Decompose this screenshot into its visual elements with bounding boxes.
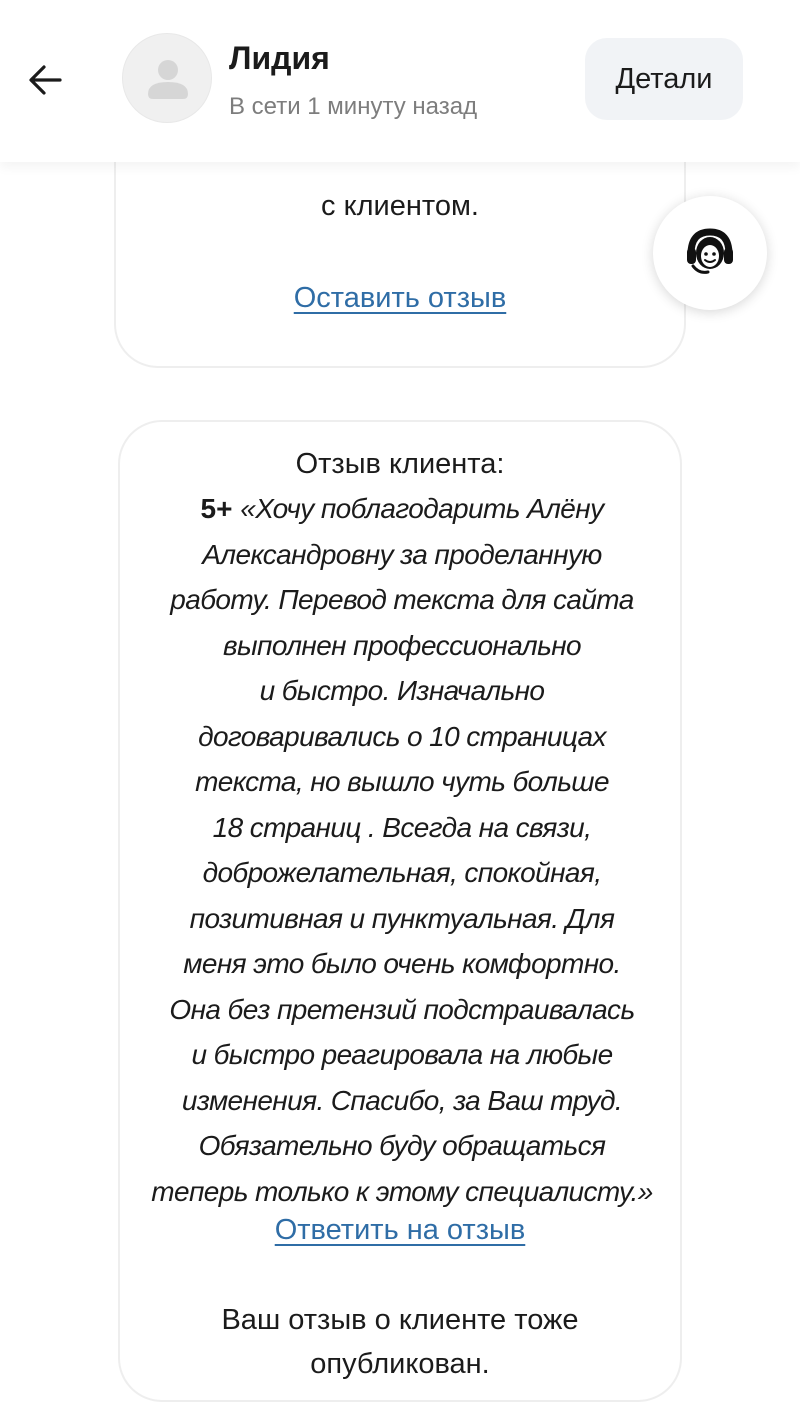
support-button[interactable] — [653, 196, 767, 310]
review-quote-line: 18 страниц . Всегда на связи, — [212, 811, 592, 843]
review-quote-line: доброжелательная, спокойная, — [202, 857, 602, 888]
review-quote-line: Обязательно буду обращаться — [198, 1130, 606, 1161]
note-line: опубликован. — [310, 1348, 490, 1380]
review-quote-line: выполнен профессионально — [223, 629, 581, 661]
review-title: Отзыв клиента: — [295, 448, 505, 480]
reply-to-review-link[interactable]: Ответить на отзыв — [274, 1214, 526, 1246]
review-quote-line: текста, но вышло чуть больше — [195, 766, 609, 797]
review-quote-line: «Хочу поблагодарить Алёну — [240, 493, 604, 524]
review-quote-line: и быстро реагировала на любые — [191, 1039, 613, 1070]
review-quote-line: Александровну за проделанную — [202, 538, 602, 570]
arrow-left-icon — [22, 56, 70, 104]
message-text — [116, 184, 684, 228]
message-line: с клиентом. — [321, 190, 479, 222]
avatar[interactable] — [122, 33, 212, 123]
note-line: Ваш отзыв о клиенте тоже — [221, 1304, 579, 1336]
review-rating: 5+ — [200, 493, 233, 524]
online-status: В сети 1 минуту назад — [229, 93, 478, 120]
details-button[interactable]: Детали — [585, 38, 743, 120]
review-published-note — [120, 1298, 680, 1386]
user-placeholder-icon — [123, 34, 213, 124]
review-text — [138, 486, 666, 1214]
review-line — [138, 486, 666, 532]
review-quote-line: теперь только к этому специалисту.» — [151, 1175, 653, 1207]
review-quote-line: меня это было очень комфортно. — [183, 948, 621, 979]
review-quote-line: работу. Перевод текста для сайта — [170, 584, 634, 615]
chat-header — [0, 0, 800, 162]
review-quote-line: и быстро. Изначально — [259, 675, 545, 706]
review-quote-line: Она без претензий подстраивалась — [169, 993, 635, 1025]
back-button[interactable] — [22, 56, 70, 104]
review-quote-line: договаривались о 10 страницах — [198, 720, 606, 752]
support-agent-icon — [653, 196, 767, 310]
review-quote-line: изменения. Спасибо, за Ваш труд. — [181, 1084, 623, 1116]
leave-review-link[interactable]: Оставить отзыв — [293, 282, 507, 314]
contact-name: Лидия — [229, 40, 330, 76]
review-quote-line: позитивная и пунктуальная. Для — [189, 902, 615, 934]
review-message-bubble — [118, 420, 682, 1402]
